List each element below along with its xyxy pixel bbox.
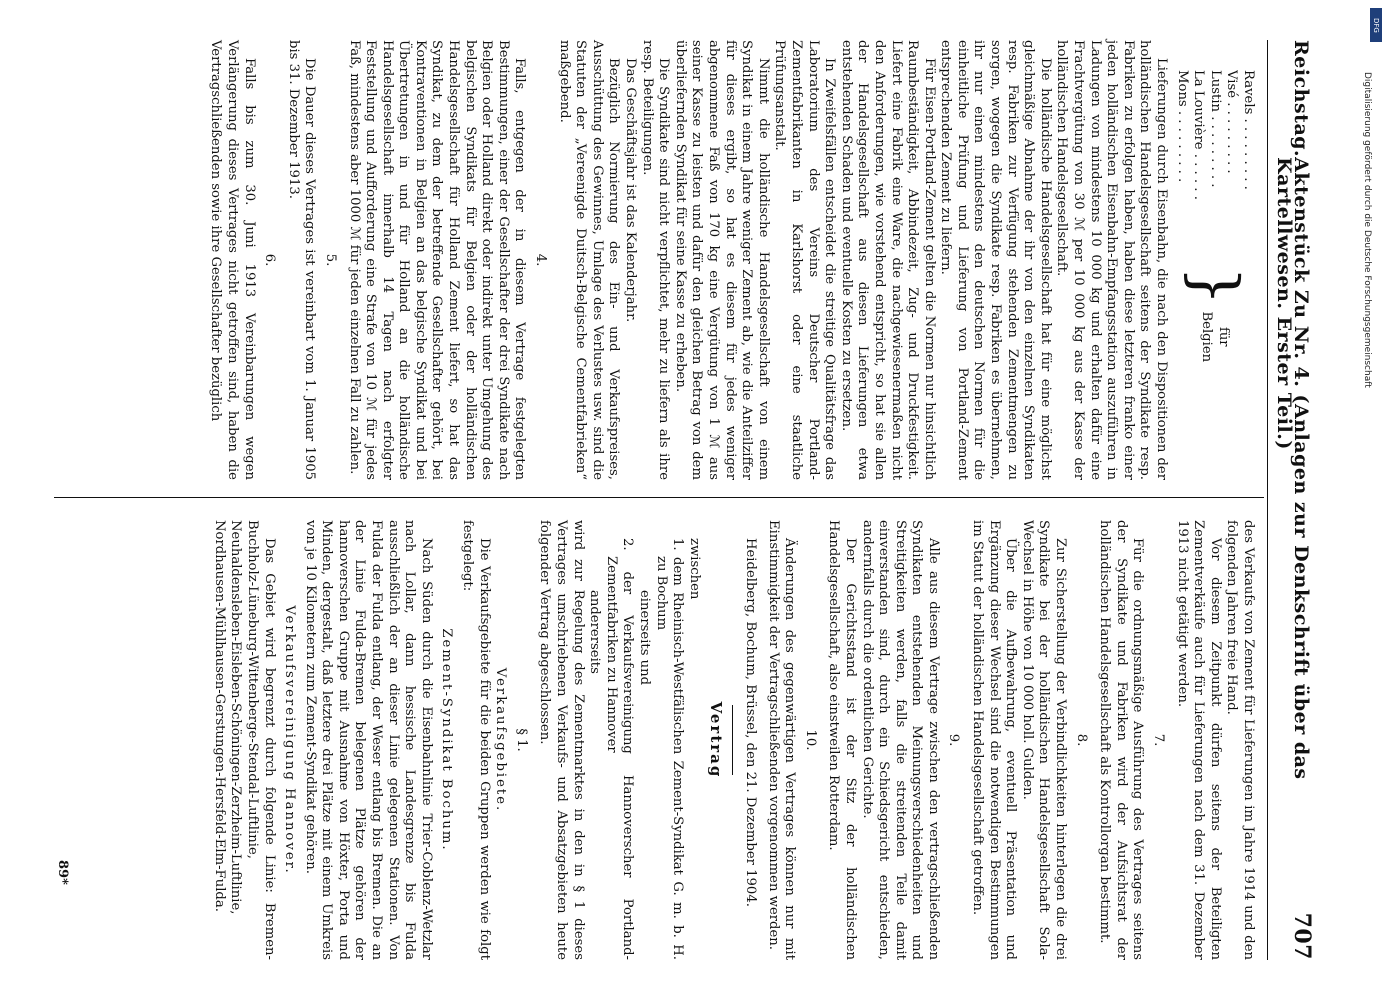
paragraph: Falls bis zum 30. Juni 1913 Vereinbarungen wegen Verlängerung dieses Vertrages nicht getroffen sind, haben die Vertragschließenden sowie ihre Gesellschafter bezüglich <box>208 40 257 480</box>
party-item: 1. dem Rheinisch-Westfälischen Zement-Syndikat G. m. b. H. zu Bochum <box>653 538 686 960</box>
paragraph: Der Gerichtsstand ist der Sitz der holländischen Handelsgesellschaft, also einstweilen Rotterdam. <box>826 520 858 960</box>
column-divider <box>54 497 1264 498</box>
station-item: La Louvière . . . . . . <box>1191 70 1207 200</box>
section-number: 8. <box>1073 733 1089 747</box>
contract-title: Vertrag <box>707 701 726 779</box>
sheet-number: 89* <box>55 860 70 885</box>
paragraph: In Zweifelsfällen entscheidet die streitige Qualitätsfrage das Laboratorium des Vereins Deutscher Portland-Zementfabrikanten in Karlshorst oder eine staatliche Prüfungsanstalt. <box>772 40 838 480</box>
header-title: Aktenstück Zu Nr. 4. (Anlagen zur Denkschrift über das Kartellwesen. Erster Teil.) <box>1273 157 1312 780</box>
paragraph: wird zur Regelung des Zementmarktes in den in § 1 dieses Vertrages umschriebenen Verkaufs- und Absatzgebieten heute folgender Vertrag abgeschlossen. <box>537 520 586 960</box>
paragraph: Das Geschäftsjahr ist das Kalenderjahr. <box>623 58 639 323</box>
brace-label-line: für <box>1215 326 1231 347</box>
brace-symbol: } <box>1178 266 1252 306</box>
digitization-text: Digitalisierung gefördert durch die Deutsche Forschungsgemeinschaft <box>1362 72 1372 388</box>
paragraph: Lieferungen durch Eisenbahn, die nach den Dispositionen der holländischen Handelsgesellschaft seitens der Syndikate resp. Fabriken zu erfolgen haben, haben diese letzteren franko einer jeden holländischen Eisenbahn-Empfangsstation auszuführen in Ladungen von mindestens 10 000 kg und erhalten dafür eine Frachtvergütung von 30 ℳ per 10 000 kg aus der Kasse der holländischen Handelsgesellschaft. <box>1054 40 1170 480</box>
stations-list <box>1173 40 1256 480</box>
paragraph: Falls, entgegen der in diesem Vertrage festgelegten Bestimmungen, einer der Gesellschafter der drei Syndikate nach Belgien oder Holland direkt oder indirekt unter Umgehung des belgischen Syndikats für Belgien oder der holländischen Handelsgesellschaft für Holland Zement liefert, so hat das Syndikat, zu dem der betreffende Gesellschafter gehört, bei Kontraventionen in Belgien an das belgische Syndikat und bei Übertretungen in und für Holland an die holländische Handelsgesellschaft innerhalb 14 Tagen nach erfolgter Feststellung und Aufforderung eine Strafe von 10 ℳ für jedes Faß, mindestens aber 1000 ℳ für jeden einzelnen Fall zu zahlen. <box>346 40 528 480</box>
paragraph: Änderungen des gegenwärtigen Vertrages können nur mit Einstimmigkeit der Vertragschließenden vorgenommen werden. <box>765 520 798 960</box>
station-item: Visé . . . . . . . . . <box>1224 70 1240 174</box>
paragraph: Die holländische Handelsgesellschaft hat für eine möglichst gleichmäßige Abnahme der ihr von den einzelnen Syndikaten resp. Fabriken zur Verfügung stehenden Zementmengen zu sorgen, wogegen die Syndikate resp. Fabriken es übernehmen, ihr nur einen mindestens den deutschen Normen für die einheitliche Prüfung und Lieferung von Portland-Zement entsprechenden Zement zu liefern. <box>938 40 1053 480</box>
paragraph: zwischen <box>686 538 702 600</box>
paragraph: Nimmt die holländische Handelsgesellschaft von einem Syndikat in einem Jahre weniger Zement ab, wie die Anteilziffer für dieses ergibt, so hat es diesem für jedes weniger abgenommene Faß von 170 kg eine Vergütung von 1 ℳ aus seiner Kasse zu leisten und dafür den gleichen Betrag von dem überliefernden Syndikat für seine Kasse zu erheben. <box>672 40 771 480</box>
header-rule <box>1267 40 1268 960</box>
page-number: 707 <box>1289 912 1315 960</box>
subsection-title: Verkaufsvereinigung Hannover. <box>282 605 298 875</box>
paragraph-number: § 1. <box>513 728 529 752</box>
section-number: 4. <box>533 253 549 267</box>
station-item: Ravels . . . . . . . . . <box>1241 70 1256 190</box>
subsection-title: Zement-Syndikat Bochum. <box>439 628 455 852</box>
party-connector: andererseits <box>587 590 603 674</box>
signature-line: Heidelberg, Bochum, Brüssel, den 21. Dezember 1904. <box>742 538 758 907</box>
party-item: 2. der Verkaufsvereinigung Hannoverscher Portland-Zementfabriken zu Hannover <box>603 538 636 960</box>
paragraph: Die Verkaufsgebiete für die beiden Gruppen werden wie folgt festgelegt: <box>460 520 492 960</box>
station-item: Mons . . . . . . . . . <box>1174 70 1190 183</box>
paragraph: Über die Aufbewahrung, eventuell Präsentation und Ergänzung dieser Wechsel sind die notwendigen Bestimmungen im Statut der holländischen Handelsgesellschaft getroffen. <box>970 520 1019 960</box>
paragraph: Bezüglich Normierung des Ein- und Verkaufspreises, Ausschüttung des Gewinnes, Umlage des Verlustes usw. sind die Statuten der „Vereenigde Duitsch-Belgische Cementfabrieken“ maßgebend. <box>556 40 622 480</box>
digitization-note <box>1358 12 1374 992</box>
dfg-logo: DFG <box>1370 8 1382 42</box>
section-number: 9. <box>946 733 962 747</box>
rotated-printed-page <box>40 0 1330 1000</box>
paragraph: Das Gebiet wird begrenzt durch folgende Linie: Bremen-Buchholz-Lüneburg-Wittenberge-Stendal-Luftlinie, Neuhaldensleben-Eisleben-Schöningen-Zerzheim-Luftlinie, Nordhausen-Mühlhausen-Gerstungen-Hersfeld-Elm-Fulda. <box>211 520 277 960</box>
section-number: 10. <box>802 729 818 751</box>
section-title: Verkaufsgebiete. <box>493 667 509 813</box>
header-left: Reichstag. <box>1290 40 1312 158</box>
paragraph: Die Syndikate sind nicht verpflichtet, mehr zu liefern als ihre resp. Beteiligungen. <box>639 40 672 480</box>
party-connector: einerseits und <box>637 590 652 686</box>
page-header <box>1270 40 1315 960</box>
paragraph: Zur Sicherstellung der Verbindlichkeiten hinterlegen die drei Syndikate bei der holländischen Handelsgesellschaft Sola-Wechsel in Höhe von 10 000 holl. Gulden. <box>1019 520 1069 960</box>
right-column <box>210 520 1256 960</box>
section-number: 7. <box>1151 733 1167 747</box>
left-column <box>207 40 1256 480</box>
paragraph: Für die ordnungsmäßige Ausführung des Vertrages seitens der Syndikate und Fabriken wird der Aufsichtsrat der holländischen Handelsgesellschaft als Kontrollorgan bestimmt. <box>1097 520 1146 960</box>
paragraph: des Verkaufs von Zement für Lieferungen im Jahre 1914 und den folgenden Jahren freie Hand. <box>1224 520 1256 960</box>
station-item: Lustin . . . . . . . . . <box>1207 70 1223 188</box>
brace-label-line: Belgien <box>1198 311 1214 363</box>
paragraph: Nach Süden durch die Eisenbahnlinie Trier-Coblenz-Wetzlar nach Lollar, dann hessische Landesgrenze bis Fulda ausschließlich der an dieser Linie gelegenen Stationen. Von Fulda der Fulda entlang, der Weser entlang bis Bremen. Die an der Linie Fulda-Bremen belegenen Plätze gehören der hannoverschen Gruppe mit Ausnahme von Höxter, Porta und Minden, dergestalt, daß letztere drei Plätze mit einem Umkreis von je 10 Kilometern zum Zement-Syndikat gehören. <box>302 520 434 960</box>
separator-rule <box>732 705 733 775</box>
section-number: 6. <box>262 253 278 267</box>
brace-label <box>1198 311 1232 362</box>
paragraph: Die Dauer dieses Vertrages ist vereinbart vom 1. Januar 1905 bis 31. Dezember 1913. <box>285 40 318 480</box>
section-number: 5. <box>322 253 338 267</box>
paragraph: Für Eisen-Portland-Zement gelten die Normen nur hinsichtlich Raumbeständigkeit, Abbindezeit, Zug- und Druckfestigkeit. Liefert eine Fabrik eine Ware, die nachgewiesenermaßen nicht den Anforderungen, wie vorstehend entspricht, so hat sie allen der Handelsgesellschaft aus diesen Lieferungen etwa entstehenden Schaden und eventuelle Kosten zu ersetzen. <box>838 40 937 480</box>
paragraph: Vor diesem Zeitpunkt dürfen seitens der Beteiligten Zementverkäufe auch für Lieferungen nach dem 31. Dezember 1913 nicht getätigt werden. <box>1174 520 1223 960</box>
paragraph: Alle aus diesem Vertrage zwischen den vertragschließenden Syndikaten entstehenden Meinungsverschiedenheiten und Streitigkeiten werden, falls die streitenden Teile damit einverstanden sind, durch ein Schiedsgericht entschieden, andernfalls durch die ordentlichen Gerichte. <box>859 520 941 960</box>
